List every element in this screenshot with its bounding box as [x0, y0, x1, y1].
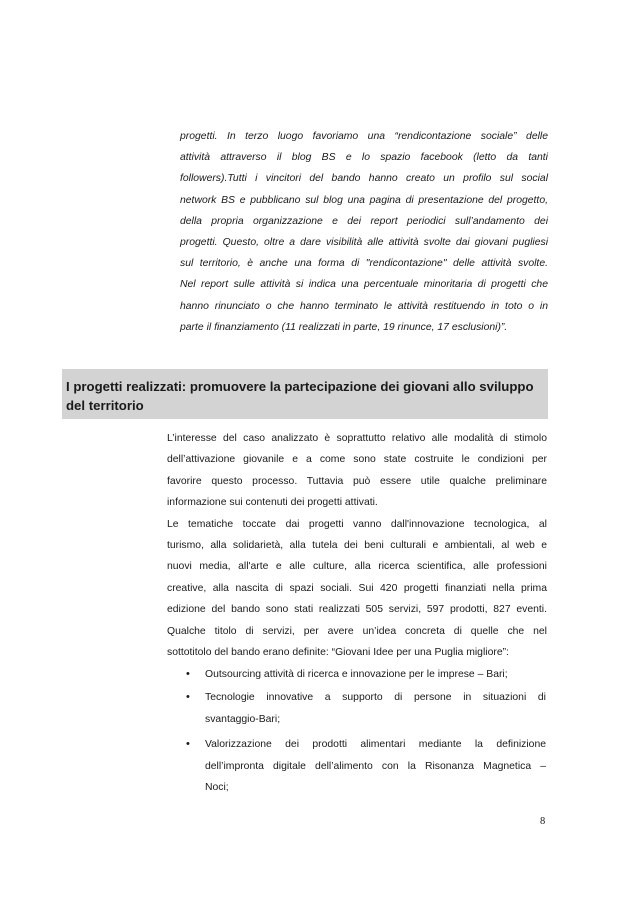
- body-line: creative, alla nascita di spazi sociali. Sui 420 progetti finanziati nella prima: [167, 582, 547, 594]
- list-item-line: Valorizzazione dei prodotti alimentari mediante la definizione: [205, 739, 546, 751]
- quoted-passage: [180, 126, 548, 338]
- section-heading-box: [62, 369, 548, 419]
- body-line: Qualche titolo di servizi, per avere un’idea concreta di quelle che nel: [167, 625, 547, 637]
- quote-line: network BS e pubblicano sul blog una pagina di presentazione del progetto,: [180, 194, 548, 206]
- body-line: L’interesse del caso analizzato è soprattutto relativo alle modalità di stimolo: [167, 433, 547, 444]
- bullet-icon: •: [186, 738, 190, 751]
- list-item: [186, 664, 546, 685]
- body-line: dell’attivazione giovanile e a come sono state costruite le condizioni per: [167, 454, 547, 466]
- body-line: turismo, alla solidarietà, alla tutela dei beni culturali e ambientali, al web e: [167, 539, 547, 551]
- body-line: informazione sui contenuti dei progetti attivati.: [167, 497, 378, 509]
- quote-line: attività attraverso il blog BS e lo spazio facebook (letto da tanti: [180, 152, 548, 164]
- quote-line: followers).Tutti i vincitori del bando hanno creato un profilo sul social: [180, 173, 548, 185]
- body-line: edizione del bando sono stati realizzati 505 servizi, 597 prodotti, 827 eventi.: [167, 604, 547, 616]
- quote-line: progetti. In terzo luogo favoriamo una “rendicontazione sociale” delle: [180, 131, 548, 142]
- quote-line: sul territorio, è anche una forma di "rendicontazione" delle attività svolte.: [180, 258, 548, 270]
- quote-line: Nel report sulle attività si indica una percentuale minoritaria di progetti che: [180, 279, 548, 291]
- bullet-icon: •: [186, 691, 190, 704]
- body-line: nuovi media, all'arte e alle culture, alla ricerca scientifica, alle professioni: [167, 561, 547, 573]
- body-line: sottotitolo del bando erano definite: “Giovani Idee per una Puglia migliore”:: [167, 646, 509, 658]
- quote-line: hanno rinunciato o che hanno terminato le attività restituendo in toto o in: [180, 300, 548, 312]
- list-item: [186, 687, 546, 730]
- list-item-line: svantaggio-Bari;: [205, 713, 281, 725]
- list-item-line: Noci;: [205, 781, 229, 793]
- body-paragraph: [167, 428, 547, 663]
- list-item: [186, 734, 546, 798]
- list-item-line: dell’impronta digitale dell’alimento con la Risonanza Magnetica –: [205, 760, 546, 772]
- list-item-line: Tecnologie innovative a supporto di persone in situazioni di: [205, 692, 546, 704]
- body-line: favorire questo processo. Tuttavia può essere utile qualche preliminare: [167, 475, 547, 487]
- page-number: 8: [540, 816, 546, 827]
- list-item-line: Outsourcing attività di ricerca e innovazione per le imprese – Bari;: [205, 669, 508, 680]
- quote-line: progetti. Questo, oltre a dare visibilità alle attività svolte dai giovani pugliesi: [180, 236, 548, 248]
- section-heading: I progetti realizzati: promuovere la partecipazione dei giovani allo sviluppo del territorio: [66, 379, 534, 413]
- bullet-list: [186, 664, 546, 798]
- quote-line: della propria organizzazione e dei report periodici sull’andamento dei: [180, 215, 548, 227]
- body-line: Le tematiche toccate dai progetti vanno dall'innovazione tecnologica, al: [167, 518, 547, 530]
- quote-line: parte il finanziamento (11 realizzati in parte, 19 rinunce, 17 esclusioni)”.: [180, 321, 508, 333]
- bullet-icon: •: [186, 668, 190, 680]
